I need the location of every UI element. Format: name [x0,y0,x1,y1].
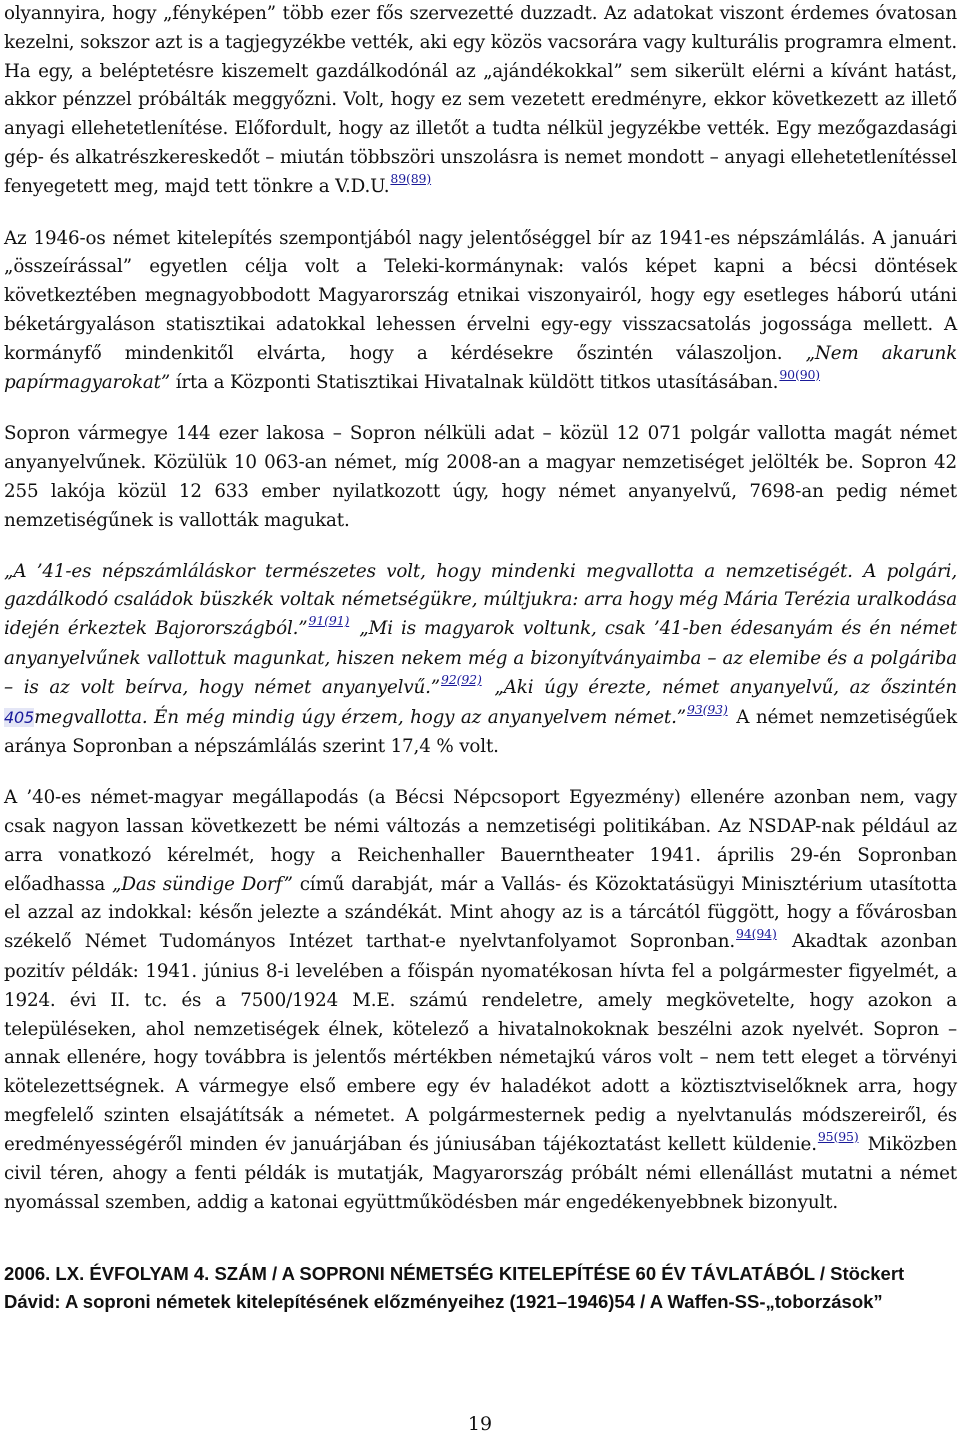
footnote-link[interactable]: 91(91) [308,613,350,629]
paragraph [4,784,957,1218]
quote-text: „Das sündige Dorf” [112,873,293,895]
footnote-link[interactable]: 89(89) [390,170,432,186]
footnote-link[interactable]: 90(90) [779,366,821,382]
paragraph [4,225,957,399]
text-run: Akadtak azonban pozitív példák: 1941. június 8-i levelében a főispán nyomatékosan hívta fel a polgármester figyelmét, a 1924. évi II. tc. és a 7500/1924 M.E. számú rendeletre, amely megkövetelte, hogy azokon a településeken, ahol nemzetiségek élnek, kötelező a hivatalnokoknak beszélni azok nyelvét. Sopron – annak ellenére, hogy továbbra is jelentős mértékben németajkú város volt – nem tett eleget a törvényi kötelezettségnek. A vármegye első embere egy év haladékot adott a köztisztviselőknek arra, hogy megfelelő szinten elsajátítsák a németet. A polgármesternek pedig a nyelvtanulás módszereiről, és eredményességéről minden év januárjában és júniusában tájékoztatást kellett küldenie. [4,931,957,1155]
quote-text: „Mi is magyarok voltunk, csak ’41-ben édesanyám és én német anyanyelvűnek vallottuk magunkat, hiszen nekem még a bizonyítványaimba – az elemibe és a polgáriba – is az volt beírva, hogy német anyanyelvű.” [4,618,958,698]
text-run: című darabját, már a Vallás- és Közoktatásügyi Minisztérium utasította el azzal az indokkal: későn jelezte a szándékát. Mint ahogy az is a tárcától függött, hogy a fővárosban székelő Német Tudományos Intézet tarthat-e nyelvtanfolyamot Sopronban. [4,873,957,953]
paragraph [4,0,957,203]
paragraph [4,558,957,763]
journal-footer-title: 2006. LX. ÉVFOLYAM 4. SZÁM / A SOPRONI NÉMETSÉG KITELEPÍTÉSE 60 ÉV TÁVLATÁBÓL / Stöckert Dávid: A soproni németek kitelepítésének előzményeihez (1921–1946)54 / A Waffen-SS-„toborzások” [4,1263,905,1312]
quote-text: megvallotta. Én még mindig úgy érzem, hogy az anyanyelvem német.” [34,706,686,728]
quote-text: „Aki úgy érezte, német anyanyelvű, az őszintén [483,676,957,698]
quote-text: „A ’41-es népszámláláskor természetes volt, hogy mindenki megvallotta a nemzetiségét. A polgári, gazdálkodó családok büszkék voltak németségükre, múltjukra: arra hogy még Mária Terézia uralkodása idején érkeztek Bajorországból.” [4,560,957,640]
footnote-link[interactable]: 92(92) [441,671,482,687]
text-run: A ’40-es német-magyar megállapodás (a Bécsi Népcsoport Egyezmény) ellenére azonban nem, vagy csak nagyon lassan következett be némi változás a nemzetiségi politikában. Az NSDAP-nak például az arra vonatkozó kérelmét, hogy a Reichenhaller Bauerntheater 1941. április 29-én Sopronban előadhassa [4,787,957,895]
footnote-link[interactable]: 95(95) [817,1128,859,1144]
text-run: írta a Központi Statisztikai Hivatalnak küldött titkos utasításában. [170,371,779,393]
text-run: Miközben civil téren, ahogy a fenti példák is mutatják, Magyarország próbált némi ellenállást mutatni a német nyomással szemben, addig a katonai együttműködésben már engedékenyebbnek bizonyult. [4,1133,957,1214]
text-run: Sopron vármegye 144 ezer lakosa – Sopron nélküli adat – közül 12 071 polgár vallotta magát német anyanyelvűnek. Közülük 10 063-an német, míg 2008-an a magyar nemzetiséget jelölték be. Sopron 42 255 lakója közül 12 633 ember nyilatkozott úgy, hogy német anyanyelvű, 7698-an pedig német nemzetiségűnek is vallották magukat. [4,423,957,531]
page-number: 19 [467,1413,493,1435]
quote-text: „Nem akarunk papírmagyarokat” [4,342,957,393]
text-run: Az 1946-os német kitelepítés szempontjából nagy jelentőséggel bír az 1941-es népszámlálás. A januári „összeírással” egyetlen célja volt a Teleki-kormánynak: valós képet kapni a bécsi döntések következtében megnagyobbodott Magyarország etnikai viszonyairól, hogy egy esetleges háború utáni béketárgyaláson statisztikai adatokkal lehessen érvelni egy-egy visszacsatolás jogossága mellett. A kormányfő mindenkitől elvárta, hogy a kérdésekre őszintén válaszoljon. [4,227,957,364]
footnote-link[interactable]: 94(94) [736,926,777,942]
page-marker[interactable]: 405 [4,707,35,727]
footnote-link[interactable]: 93(93) [687,701,728,717]
paragraph [4,420,957,535]
text-run: olyannyira, hogy „fényképen” több ezer fős szervezetté duzzadt. Az adatokat viszont érdemes óvatosan kezelni, sokszor azt is a tagjegyzékbe vették, aki egy közös vacsorára vagy kulturális programra elment. Ha egy, a beléptetésre kiszemelt gazdálkodónál az „ajándékokkal” sem sikerült elérni a kívánt hatást, akkor pénzzel próbálták meggyőzni. Volt, hogy ez sem vezetett eredményre, ekkor következett az illető anyagi ellehetetlenítése. Előfordult, hogy az illetőt a tudta nélkül jegyzékbe vették. Egy mezőgazdasági gép- és alkatrészkereskedőt – miután többszöri unszolásra is nemet mondott – anyagi ellehetetlenítéssel fenyegetett meg, majd tett tönkre a V.D.U. [4,3,957,197]
document-body [4,0,957,1218]
text-run: A német nemzetiségűek aránya Sopronban a népszámlálás szerint 17,4 % volt. [4,706,958,758]
